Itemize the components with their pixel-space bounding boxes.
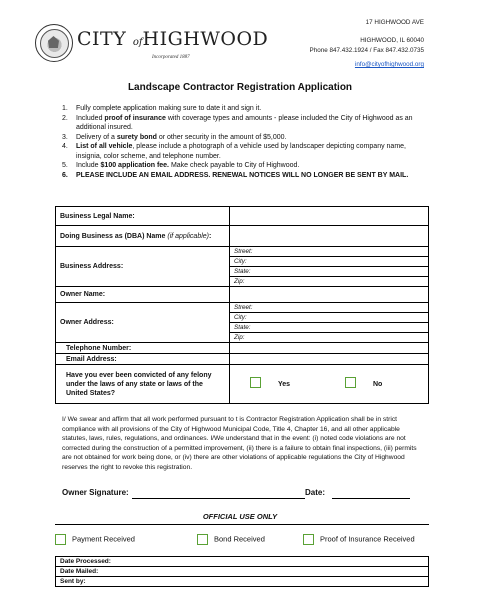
- date-processed-field[interactable]: Date Processed:: [56, 557, 429, 567]
- affirmation-statement: I/ We swear and affirm that all work performed pursuant to t is Contractor Registration Application shall be in strict compliance with all provisions of the City of Highwood Municipal Code, Title 4, Chapter 16, and all other applicable statutes, laws, rules, regulations, and ordinances. I/We understand that in the event: (i) noted code violations are not corrected during the construction of a permitted improvement, (ii) there is a failure to obtain final inspections, (iii) permits are not obtained for work being done, or (iv) there are other violations of applicable regulations the City of Highwood reserves the right to revoke this registration.: [62, 416, 417, 471]
- registration-form-table: [55, 206, 429, 404]
- instruction-text: Make check payable to City of Highwood.: [169, 162, 300, 169]
- telephone-field[interactable]: [230, 343, 429, 354]
- bond-received-option: [197, 534, 265, 545]
- owner-street-field[interactable]: Street:: [230, 303, 429, 313]
- dba-colon: :: [209, 232, 212, 240]
- signature-row: [62, 488, 129, 497]
- address-line-2: HIGHWOOD, IL 60040: [360, 37, 424, 44]
- business-state-field[interactable]: State:: [230, 267, 429, 277]
- instruction-item: [62, 104, 422, 114]
- city-logo: [77, 28, 268, 50]
- official-divider: [55, 524, 429, 525]
- instruction-number: 4.: [62, 143, 68, 150]
- owner-city-field[interactable]: City:: [230, 313, 429, 323]
- instruction-bold: proof of insurance: [104, 114, 166, 122]
- felony-answer-cell: [230, 365, 429, 404]
- bond-received-checkbox[interactable]: [197, 534, 208, 545]
- logo-name: HIGHWOOD: [142, 28, 269, 50]
- instruction-number: 6.: [62, 171, 68, 179]
- instruction-number: 2.: [62, 114, 68, 122]
- payment-received-label: Payment Received: [72, 534, 135, 544]
- business-city-field[interactable]: City:: [230, 257, 429, 267]
- instruction-bold: surety bond: [116, 133, 157, 141]
- felony-question: Have you ever been convicted of any felony under the laws of any state or laws of the United States?: [56, 365, 230, 404]
- instruction-number: 5.: [62, 162, 68, 169]
- instruction-number: 3.: [62, 133, 68, 141]
- owner-name-label: Owner Name:: [56, 287, 230, 303]
- instruction-item: [62, 114, 422, 133]
- date-row: [305, 488, 325, 497]
- owner-signature-label: Owner Signature:: [62, 488, 129, 497]
- email-link[interactable]: info@cityofhighwood.org: [354, 61, 424, 68]
- date-line[interactable]: [332, 498, 410, 499]
- insurance-received-option: [303, 534, 415, 545]
- owner-signature-line[interactable]: [132, 498, 305, 499]
- yes-label: Yes: [278, 381, 291, 388]
- instruction-text: or other security in the amount of $5,000.: [156, 133, 287, 141]
- instruction-list: [62, 104, 422, 180]
- business-address-label: Business Address:: [56, 247, 230, 287]
- owner-state-field[interactable]: State:: [230, 323, 429, 333]
- date-mailed-field[interactable]: Date Mailed:: [56, 567, 429, 577]
- instruction-text: PLEASE INCLUDE AN EMAIL ADDRESS. RENEWAL NOTICES WILL NO LONGER BE SENT BY MAIL.: [76, 171, 409, 179]
- insurance-received-label: Proof of Insurance Received: [320, 534, 415, 544]
- logo-city: CITY: [77, 28, 127, 50]
- business-legal-name-label: Business Legal Name:: [56, 207, 230, 226]
- address-line-1: 17 HIGHWOOD AVE: [365, 19, 424, 26]
- phone-fax: Phone 847.432.1924 / Fax 847.432.0735: [309, 47, 424, 54]
- instruction-number: 1.: [62, 105, 68, 112]
- official-use-heading: OFFICIAL USE ONLY: [202, 512, 278, 521]
- processing-table: [55, 556, 429, 587]
- instruction-text: Included: [76, 114, 105, 122]
- instruction-text: Fully complete application making sure to date it and sign it.: [76, 105, 262, 112]
- instruction-text: Delivery of a: [76, 133, 117, 141]
- instruction-bold: List of all vehicle: [76, 143, 133, 150]
- yes-checkbox[interactable]: [250, 377, 261, 388]
- instruction-text: Include: [76, 162, 101, 169]
- business-legal-name-field[interactable]: [230, 207, 429, 226]
- instruction-item: [62, 161, 422, 171]
- insurance-received-checkbox[interactable]: [303, 534, 314, 545]
- business-street-field[interactable]: Street:: [230, 247, 429, 257]
- instruction-item: [62, 142, 422, 161]
- business-zip-field[interactable]: Zip:: [230, 277, 429, 287]
- dba-label: [56, 226, 230, 247]
- bond-received-label: Bond Received: [214, 534, 265, 544]
- payment-received-option: [55, 534, 135, 545]
- owner-address-label: Owner Address:: [56, 303, 230, 343]
- dba-label-text: Doing Business as (DBA) Name: [60, 232, 168, 240]
- logo-of: of: [132, 37, 143, 48]
- no-label: No: [373, 381, 383, 388]
- dba-field[interactable]: [230, 226, 429, 247]
- payment-received-checkbox[interactable]: [55, 534, 66, 545]
- telephone-label: Telephone Number:: [56, 343, 230, 354]
- letterhead: [0, 0, 480, 74]
- instruction-item: [62, 171, 422, 181]
- email-label: Email Address:: [56, 354, 230, 365]
- sent-by-field[interactable]: Sent by:: [56, 577, 429, 587]
- dba-note: (if applicable): [167, 232, 209, 240]
- owner-zip-field[interactable]: Zip:: [230, 333, 429, 343]
- instruction-text: with coverage types and amounts - please included the City of Highwood as an additional insured.: [76, 114, 413, 131]
- document-title: Landscape Contractor Registration Application: [127, 82, 353, 93]
- instruction-text: , please include a photograph of a vehicle used by landscaper depicting company name, insignia, color scheme, and telephone number.: [76, 143, 406, 160]
- instruction-bold: $100 application fee.: [100, 162, 170, 169]
- date-label: Date:: [305, 488, 326, 497]
- no-checkbox[interactable]: [345, 377, 356, 388]
- logo-incorporated: Incorporated 1887: [152, 55, 190, 60]
- email-field[interactable]: [230, 354, 429, 365]
- owner-name-field[interactable]: [230, 287, 429, 303]
- instruction-item: [62, 133, 422, 143]
- city-seal-icon: [35, 24, 73, 62]
